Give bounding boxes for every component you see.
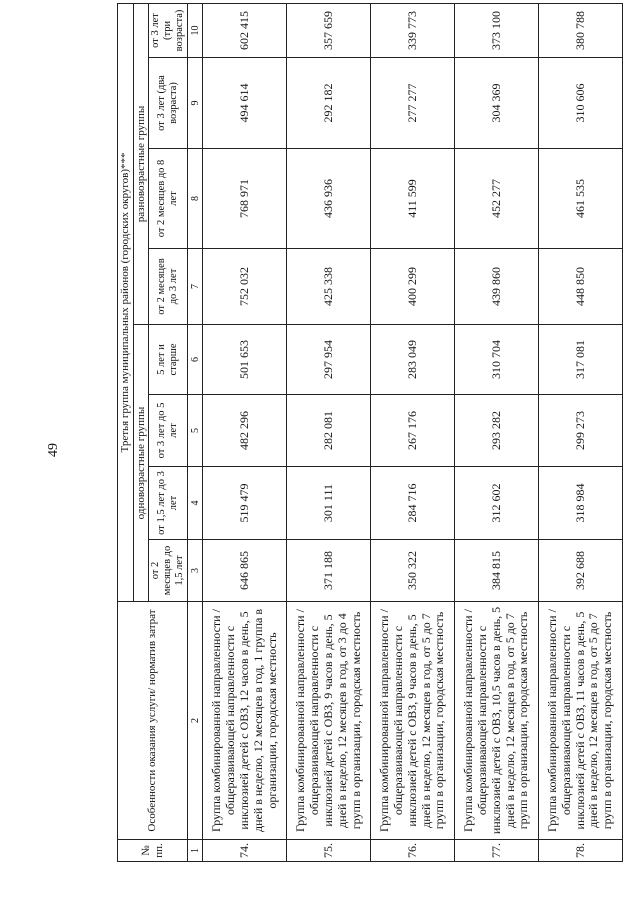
column-number: 6 <box>188 325 203 395</box>
row-value: 267 176 <box>371 395 455 467</box>
row-value: 293 282 <box>455 395 539 467</box>
header-region-group: Третья группа муниципальных районов (городских округов)*** <box>118 3 134 601</box>
header-sub-col: от 2 месяцев до 3 лет <box>149 249 188 325</box>
row-value: 299 273 <box>539 395 623 467</box>
row-value: 312 602 <box>455 467 539 540</box>
row-value: 425 338 <box>287 249 371 325</box>
row-description: Группа комбинированной направленности / общеразвивающей направленности с инклюзией детей с ОВЗ, 12 часов в день, 5 дней в неделю, 12 месяцев в год, 1 группа в организации, городская местность <box>203 602 287 840</box>
column-number: 4 <box>188 467 203 540</box>
row-value: 283 049 <box>371 325 455 395</box>
row-value: 373 100 <box>455 3 539 57</box>
row-value: 461 535 <box>539 149 623 249</box>
row-number: 76. <box>371 840 455 862</box>
header-sub-col: 5 лет и старше <box>149 325 188 395</box>
header-sub-col: от 3 лет до 5 лет <box>149 395 188 467</box>
row-description: Группа комбинированной направленности / общеразвивающей направленности с инклюзией детей с ОВЗ, 10,5 часов в день, 5 дней в неделю, 12 месяцев в год, от 5 до 7 групп в организации, городская местность <box>455 602 539 840</box>
table-body <box>203 3 623 861</box>
row-value: 392 688 <box>539 540 623 602</box>
row-description: Группа комбинированной направленности / общеразвивающей направленности с инклюзией детей с ОВЗ, 9 часов в день, 5 дней в неделю, 12 месяцев в год, от 5 до 7 групп в организации, городская местность <box>371 602 455 840</box>
row-value: 301 111 <box>287 467 371 540</box>
row-number: 77. <box>455 840 539 862</box>
tariff-table <box>117 3 623 862</box>
row-value: 411 599 <box>371 149 455 249</box>
row-value: 277 277 <box>371 58 455 149</box>
header-sub-col: от 2 месяцев до 1,5 лет <box>149 540 188 602</box>
page-number <box>44 430 64 470</box>
row-value: 646 865 <box>203 540 287 602</box>
row-value: 297 954 <box>287 325 371 395</box>
table-row <box>539 3 623 861</box>
column-number: 1 <box>188 840 203 862</box>
column-number: 10 <box>188 3 203 57</box>
row-number: 75. <box>287 840 371 862</box>
row-value: 282 081 <box>287 395 371 467</box>
column-number: 9 <box>188 58 203 149</box>
row-value: 519 479 <box>203 467 287 540</box>
row-value: 380 788 <box>539 3 623 57</box>
table-row <box>371 3 455 861</box>
row-value: 371 188 <box>287 540 371 602</box>
table-header <box>118 3 203 861</box>
row-value: 400 299 <box>371 249 455 325</box>
row-value: 494 614 <box>203 58 287 149</box>
column-number: 5 <box>188 395 203 467</box>
row-value: 452 277 <box>455 149 539 249</box>
header-sub-col: от 3 лет (два возраста) <box>149 58 188 149</box>
header-feature: Особенности оказания услуги/ норматив затрат <box>118 602 188 840</box>
column-number: 3 <box>188 540 203 602</box>
rotated-table-wrapper <box>117 4 623 862</box>
row-description: Группа комбинированной направленности / общеразвивающей направленности с инклюзией детей с ОВЗ, 11 часов в день, 5 дней в неделю, 12 месяцев в год, от 5 до 7 групп в организации, городская местность <box>539 602 623 840</box>
column-number: 7 <box>188 249 203 325</box>
row-value: 318 984 <box>539 467 623 540</box>
page-number-text: 49 <box>46 443 61 457</box>
column-number: 2 <box>188 602 203 840</box>
header-sub-col: от 2 месяцев до 8 лет <box>149 149 188 249</box>
row-number: 78. <box>539 840 623 862</box>
row-value: 501 653 <box>203 325 287 395</box>
header-sub-col: от 1,5 лет до 3 лет <box>149 467 188 540</box>
row-value: 339 773 <box>371 3 455 57</box>
row-value: 752 032 <box>203 249 287 325</box>
header-single-age: одновозрастные группы <box>133 325 149 602</box>
row-number: 74. <box>203 840 287 862</box>
table-row <box>455 3 539 861</box>
header-number: № пп. <box>118 840 188 862</box>
row-value: 436 936 <box>287 149 371 249</box>
row-value: 292 182 <box>287 58 371 149</box>
row-description: Группа комбинированной направленности / общеразвивающей направленности с инклюзией детей с ОВЗ, 9 часов в день, 5 дней в неделю, 12 месяцев в год, от 3 до 4 групп в организации, городская местность <box>287 602 371 840</box>
row-value: 310 704 <box>455 325 539 395</box>
header-sub-col: от 3 лет (три возраста) <box>149 3 188 57</box>
row-value: 310 606 <box>539 58 623 149</box>
column-number: 8 <box>188 149 203 249</box>
row-value: 350 322 <box>371 540 455 602</box>
row-value: 602 415 <box>203 3 287 57</box>
table-row <box>203 3 287 861</box>
header-mixed-age: разновозрастные группы <box>133 3 149 324</box>
row-value: 439 860 <box>455 249 539 325</box>
row-value: 317 081 <box>539 325 623 395</box>
row-value: 304 369 <box>455 58 539 149</box>
row-value: 482 296 <box>203 395 287 467</box>
row-value: 284 716 <box>371 467 455 540</box>
row-value: 448 850 <box>539 249 623 325</box>
row-value: 357 659 <box>287 3 371 57</box>
row-value: 384 815 <box>455 540 539 602</box>
row-value: 768 971 <box>203 149 287 249</box>
table-row <box>287 3 371 861</box>
